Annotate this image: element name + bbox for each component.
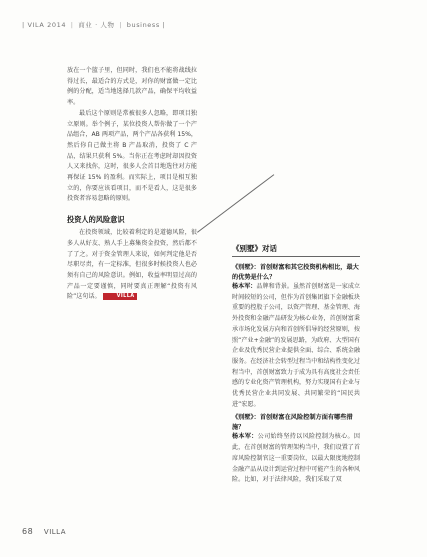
header-separator: | xyxy=(70,21,74,29)
header-separator: | xyxy=(119,21,123,29)
answer xyxy=(232,432,360,486)
paragraph-text: 在投资领域，比较着利定的是道德风险，很多人从好友、熟人手上募集资金投资，然后都不了了之。对于资金管理人来说，如何判定他是否尽职尽责，有一定标准，但很多时候投资人也必须有自己的风险意识。例如，收益率明显过高的产品一定要谨慎，同时要真正理解“投资有风险”这句话。 xyxy=(67,229,197,301)
page-number: 68 xyxy=(22,527,34,536)
section-title: 投资人的风险意识 xyxy=(67,215,125,225)
question: 《别墅》：首创财富在风险控制方面有哪些措施？ xyxy=(232,414,353,431)
answer-text: 品牌和背景。虽然首创财富是一家成立时间较短的公司，但作为首创集团旗下金融板块重要的控股子公司，以资产管理、基金管理、海外投资和金融产品研发为核心业务，首创财富秉承市场化发展方向和首创所倡导的经营原则，按照“产业+金融”的发展思路，为政府、大型国有企业及优秀民营企业提供全面、综合、系统金融服务。在经济社会转型过程当中和结构性变化过程当中，首创财富致力于成为具有高度社会责任感的专业化资产管理机构，努力实现国有企业与优秀民营企业共同发展、共同繁荣的“国民共进”宏愿。 xyxy=(232,283,361,408)
dialog-title: 《别墅》对话 xyxy=(232,243,360,257)
header-issue: VILA 2014 xyxy=(27,21,67,29)
left-column xyxy=(67,66,197,303)
magazine-name: VILLA xyxy=(43,528,67,536)
right-column xyxy=(232,243,360,486)
paragraph: 放在一个篮子里，但同时，我们也不能将战线拉得过长，最适合的方式是，对你的财富做一定比例的分配，适当地选择几款产品，确保平均收益率。 xyxy=(67,67,197,107)
question: 《别墅》：首创财富和其它投资机构相比，最大的优势是什么？ xyxy=(232,264,359,281)
header-section-cn: 商业 · 人物 xyxy=(78,21,115,29)
running-header xyxy=(22,20,165,29)
answer-text: 公司始终坚持以风险控制为核心。因此，在首创财富的管理架构当中，我们设置了首席风险控制官这一重要岗位，以最大限度地控制金融产品从设计到运营过程中可能产生的各种风险。比如，对于法律风险，我们采取了双 xyxy=(232,433,361,484)
header-section-en: business xyxy=(126,21,160,29)
header-bracket-close: | xyxy=(162,21,166,29)
decorative-diagonal-line xyxy=(197,174,274,233)
paragraph: 最后这个原则是常被很多人忽略，即项目独立原则。举个例子，某位投资人帮你做了一个产品组合，AB 两项产品，两个产品各获利 15%，然后你自己做主将 B 产品取消，投资了 C 产品，结果只获利 5%。当你正在考虑时却因投资人又来找你，这时，很多人会首目地选往对方能再保证 15% 的盈利。而实际上，项目是相互独立的，你要应该看项目，而不是看人，这是很多投资者容易忽略的原则。 xyxy=(67,109,197,203)
answer xyxy=(232,282,360,410)
header-bracket-open: | xyxy=(22,21,25,29)
speaker-name: 杨本军： xyxy=(232,283,257,290)
paragraph xyxy=(67,228,197,303)
page-footer xyxy=(22,527,66,536)
speaker-name: 杨本军： xyxy=(232,433,258,441)
villa-end-mark: VILLA xyxy=(103,293,137,300)
